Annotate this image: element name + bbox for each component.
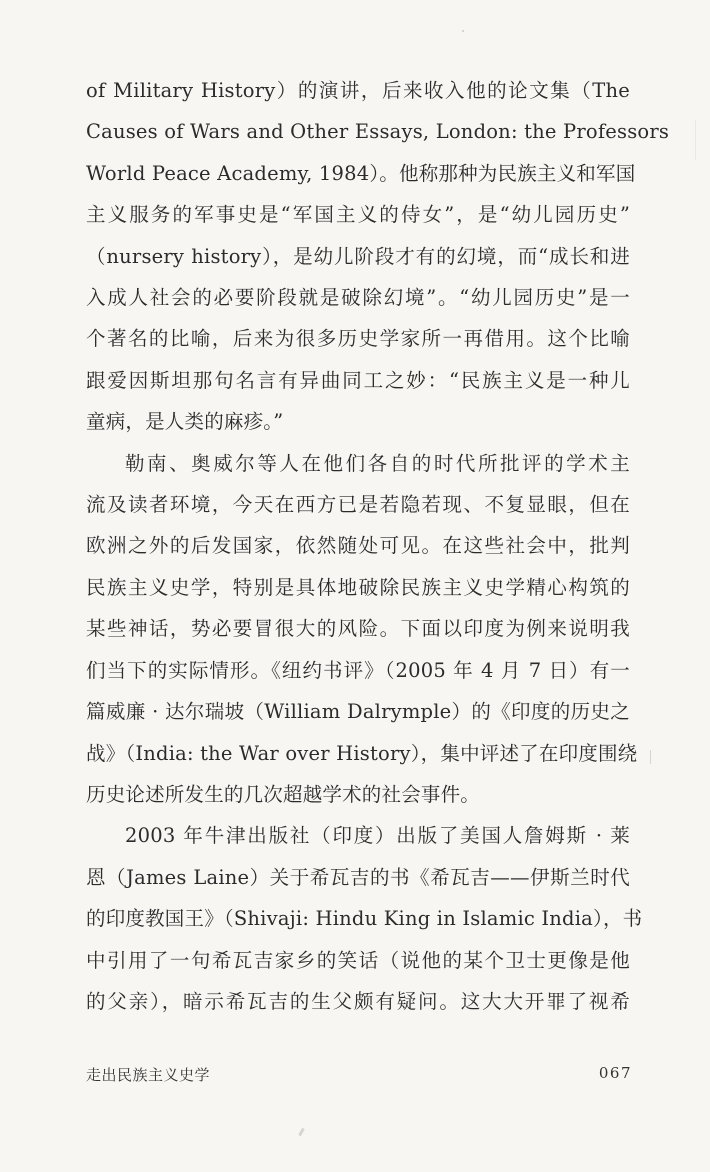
text-line: 恩（James Laine）关于希瓦吉的书《希瓦吉——伊斯兰时代 xyxy=(86,865,630,889)
text-line: 历史论述所发生的几次超越学术的社会事件。 xyxy=(86,782,481,806)
scan-speck xyxy=(650,750,651,764)
text-line: 入成人社会的必要阶段就是破除幻境”。“幼儿园历史”是一 xyxy=(86,286,630,310)
paragraph-2 xyxy=(86,443,638,816)
text-line: 中引用了一句希瓦吉家乡的笑话（说他的某个卫士更像是他 xyxy=(86,948,630,972)
text-line: 主义服务的军事史是“军国主义的侍女”，是“幼儿园历史” xyxy=(86,203,630,227)
text-line: 的印度教国王》（Shivaji: Hindu King in Islamic India），书 xyxy=(86,907,643,931)
paragraph-3 xyxy=(86,815,643,1022)
scan-speck xyxy=(298,1128,305,1136)
text-line: 流及读者环境，今天在西方已是若隐若现、不复显眼，但在 xyxy=(86,493,630,517)
text-line: 某些神话，势必要冒很大的风险。下面以印度为例来说明我 xyxy=(86,617,630,641)
text-line: 篇威廉 · 达尔瑞坡（William Dalrymple）的《印度的历史之 xyxy=(86,700,630,724)
text-line: World Peace Academy, 1984）。他称那种为民族主义和军国 xyxy=(86,161,636,185)
text-line: 勒南、奥威尔等人在他们各自的时代所批评的学术主 xyxy=(125,451,630,475)
text-line: 跟爱因斯坦那句名言有异曲同工之妙：“民族主义是一种儿 xyxy=(86,368,630,392)
text-line: of Military History）的演讲，后来收入他的论文集（The xyxy=(86,79,630,102)
paragraph-1 xyxy=(86,70,670,443)
text-line: 们当下的实际情形。《纽约书评》（2005 年 4 月 7 日）有一 xyxy=(86,658,630,682)
running-footer-title: 走出民族主义史学 xyxy=(86,1066,211,1084)
text-line: 的父亲），暗示希瓦吉的生父颇有疑问。这大大开罪了视希 xyxy=(86,989,630,1013)
body-text xyxy=(86,70,670,1022)
page-number: 067 xyxy=(598,1064,632,1082)
text-line: （nursery history），是幼儿阶段才有的幻境，而“成长和进 xyxy=(86,244,630,268)
text-line: 个著名的比喻，后来为很多历史学家所一再借用。这个比喻 xyxy=(86,327,630,351)
text-line: 2003 年牛津出版社（印度）出版了美国人詹姆斯 · 莱 xyxy=(125,824,630,848)
text-line: Causes of Wars and Other Essays, London: the Professors xyxy=(86,120,670,144)
scan-speck xyxy=(462,30,464,32)
scan-speck xyxy=(695,120,696,160)
text-line: 民族主义史学，特别是具体地破除民族主义史学精心构筑的 xyxy=(86,575,630,599)
text-line: 童病，是人类的麻疹。” xyxy=(86,410,284,434)
text-line: 欧洲之外的后发国家，依然随处可见。在这些社会中，批判 xyxy=(86,534,630,558)
text-line: 战》（India: the War over History），集中评述了在印度围绕 xyxy=(86,741,638,765)
